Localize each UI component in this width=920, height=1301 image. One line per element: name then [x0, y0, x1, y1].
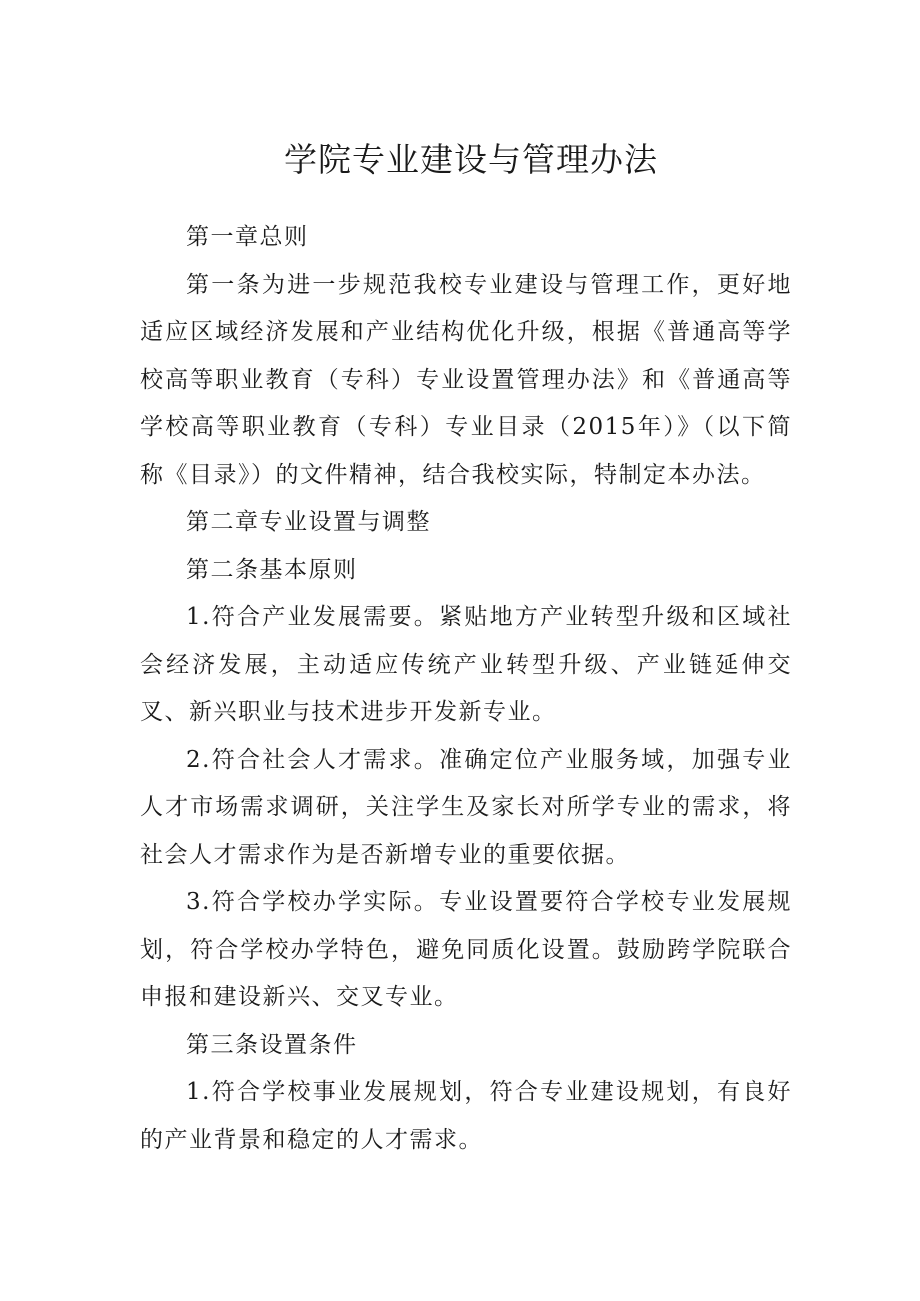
- article-2-item-3: 3.符合学校办学实际。专业设置要符合学校专业发展规划，符合学校办学特色，避免同质化设置。鼓励跨学院联合申报和建设新兴、交叉专业。: [140, 889, 792, 1010]
- article-3-item-1: 1.符合学校事业发展规划，符合专业建设规划，有良好的产业背景和稳定的人才需求。: [140, 1079, 792, 1153]
- article-3-heading: 第三条设置条件: [186, 1031, 358, 1058]
- chapter-heading-2: 第二章专业设置与调整: [186, 509, 431, 535]
- document-title: 学院专业建设与管理办法: [284, 140, 658, 179]
- document-body: [140, 214, 792, 1164]
- article-1-paragraph: 第一条为进一步规范我校专业建设与管理工作，更好地适应区域经济发展和产业结构优化升级，根据《普通高等学校高等职业教育（专科）专业设置管理办法》和《普通高等学校高等职业教育（专科）专业目录（2015年）》（以下简称《目录》）的文件精神，结合我校实际，特制定本办法。: [140, 271, 792, 488]
- chapter-heading-1: 第一章总则: [186, 224, 309, 250]
- article-2-item-2: 2.符合社会人才需求。准确定位产业服务域，加强专业人才市场需求调研，关注学生及家长对所学专业的需求，将社会人才需求作为是否新增专业的重要依据。: [140, 746, 792, 868]
- article-2-heading: 第二条基本原则: [186, 556, 358, 583]
- article-2-item-1: 1.符合产业发展需要。紧贴地方产业转型升级和区域社会经济发展，主动适应传统产业转型升级、产业链延伸交叉、新兴职业与技术进步开发新专业。: [140, 604, 792, 725]
